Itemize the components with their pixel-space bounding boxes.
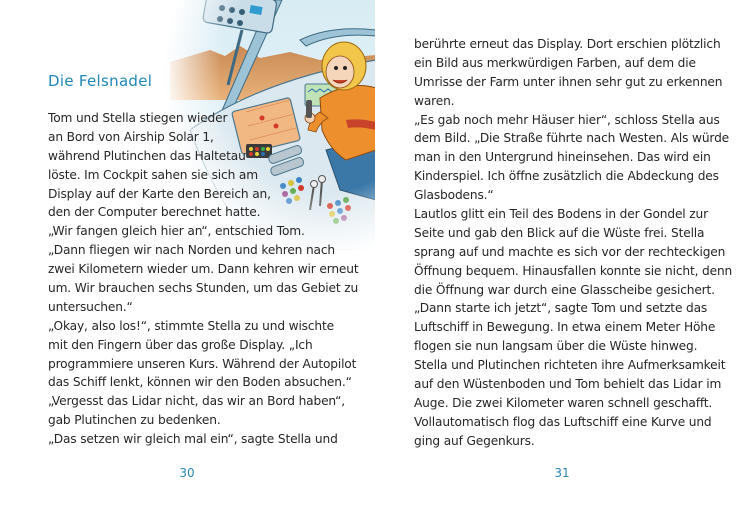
text-line: waren.	[414, 93, 455, 108]
text-line: programmiere unseren Kurs. Während der Autopilot	[48, 356, 357, 371]
text-line: während Plutinchen das Haltetau	[48, 148, 246, 163]
text-line: ein Bild aus merkwürdigen Farben, auf dem die	[414, 55, 696, 70]
text-line: zwei Kilometern wieder um. Dann kehren wir erneut	[48, 262, 359, 277]
text-line: „Wir fangen gleich hier an“, entschied Tom.	[48, 224, 305, 239]
text-line: Seite und gab den Blick auf die Wüste frei. Stella	[414, 225, 705, 240]
text-line: Kinderspiel. Ich öffne zusätzlich die Abdeckung des	[414, 169, 719, 184]
text-line: um. Wir brauchen sechs Stunden, um das Gebiet zu	[48, 281, 359, 296]
text-line: auf den Wüstenboden und Tom behielt das Lidar im	[414, 377, 722, 392]
text-line: den der Computer berechnet hatte.	[48, 205, 261, 220]
text-line: das Schiff lenkt, können wir den Boden absuchen.“	[48, 375, 352, 390]
text-line: Display auf der Karte den Bereich an,	[48, 186, 271, 201]
chapter-title: Die Felsnadel	[48, 72, 153, 91]
text-line: gab Plutinchen zu bedenken.	[48, 413, 221, 428]
text-line: untersuchen.“	[48, 299, 133, 314]
text-line: „Das setzen wir gleich mal ein“, sagte Stella und	[48, 432, 338, 447]
page-number: 30	[179, 466, 195, 480]
page-number: 31	[554, 466, 570, 480]
right-page-body	[414, 35, 732, 451]
text-line: man in den Untergrund hineinsehen. Das wird ein	[414, 150, 711, 165]
text-line: „Okay, also los!“, stimmte Stella zu und wischte	[48, 318, 334, 333]
text-line: sprang auf und machte es sich vor der rechteckigen	[414, 244, 726, 259]
text-line: an Bord von Airship Solar 1,	[48, 129, 214, 144]
text-line: dem Bild. „Die Straße führte nach Westen. Als würde	[414, 131, 730, 146]
text-line: berührte erneut das Display. Dort erschien plötzlich	[414, 37, 721, 51]
text-line: mit den Fingern über das große Display. „Ich	[48, 337, 313, 352]
text-line: Umrisse der Farm unter ihnen sehr gut zu erkennen	[414, 74, 723, 89]
text-line: „Dann fliegen wir nach Norden und kehren nach	[48, 243, 335, 258]
text-line: Öffnung bequem. Hinausfallen konnte sie nicht, denn	[414, 263, 733, 278]
text-line: flogen sie nun langsam über die Wüste hinweg.	[414, 339, 698, 354]
text-line: „Es gab noch mehr Häuser hier“, schloss Stella aus	[414, 112, 720, 127]
left-page-body	[48, 109, 358, 449]
right-page	[375, 0, 750, 508]
text-line: „Vergesst das Lidar nicht, das wir an Bord haben“,	[48, 394, 346, 409]
text-line: Vollautomatisch flog das Luftschiff eine Kurve und	[414, 414, 712, 429]
text-line: „Dann starte ich jetzt“, sagte Tom und setzte das	[414, 301, 708, 316]
text-line: Tom und Stella stiegen wieder	[48, 111, 228, 125]
text-line: Auge. Die zwei Kilometer waren schnell geschafft.	[414, 395, 713, 410]
text-line: Glasbodens.“	[414, 188, 494, 203]
text-line: Lautlos glitt ein Teil des Bodens in der Gondel zur	[414, 207, 708, 222]
text-line: löste. Im Cockpit sahen sie sich am	[48, 167, 258, 182]
text-line: Luftschiff in Bewegung. In etwa einem Meter Höhe	[414, 320, 716, 335]
text-line: ging auf Gegenkurs.	[414, 433, 535, 448]
text-line: Stella und Plutinchen richteten ihre Aufmerksamkeit	[414, 358, 726, 373]
text-line: die Öffnung war durch eine Glasscheibe gesichert.	[414, 282, 715, 297]
